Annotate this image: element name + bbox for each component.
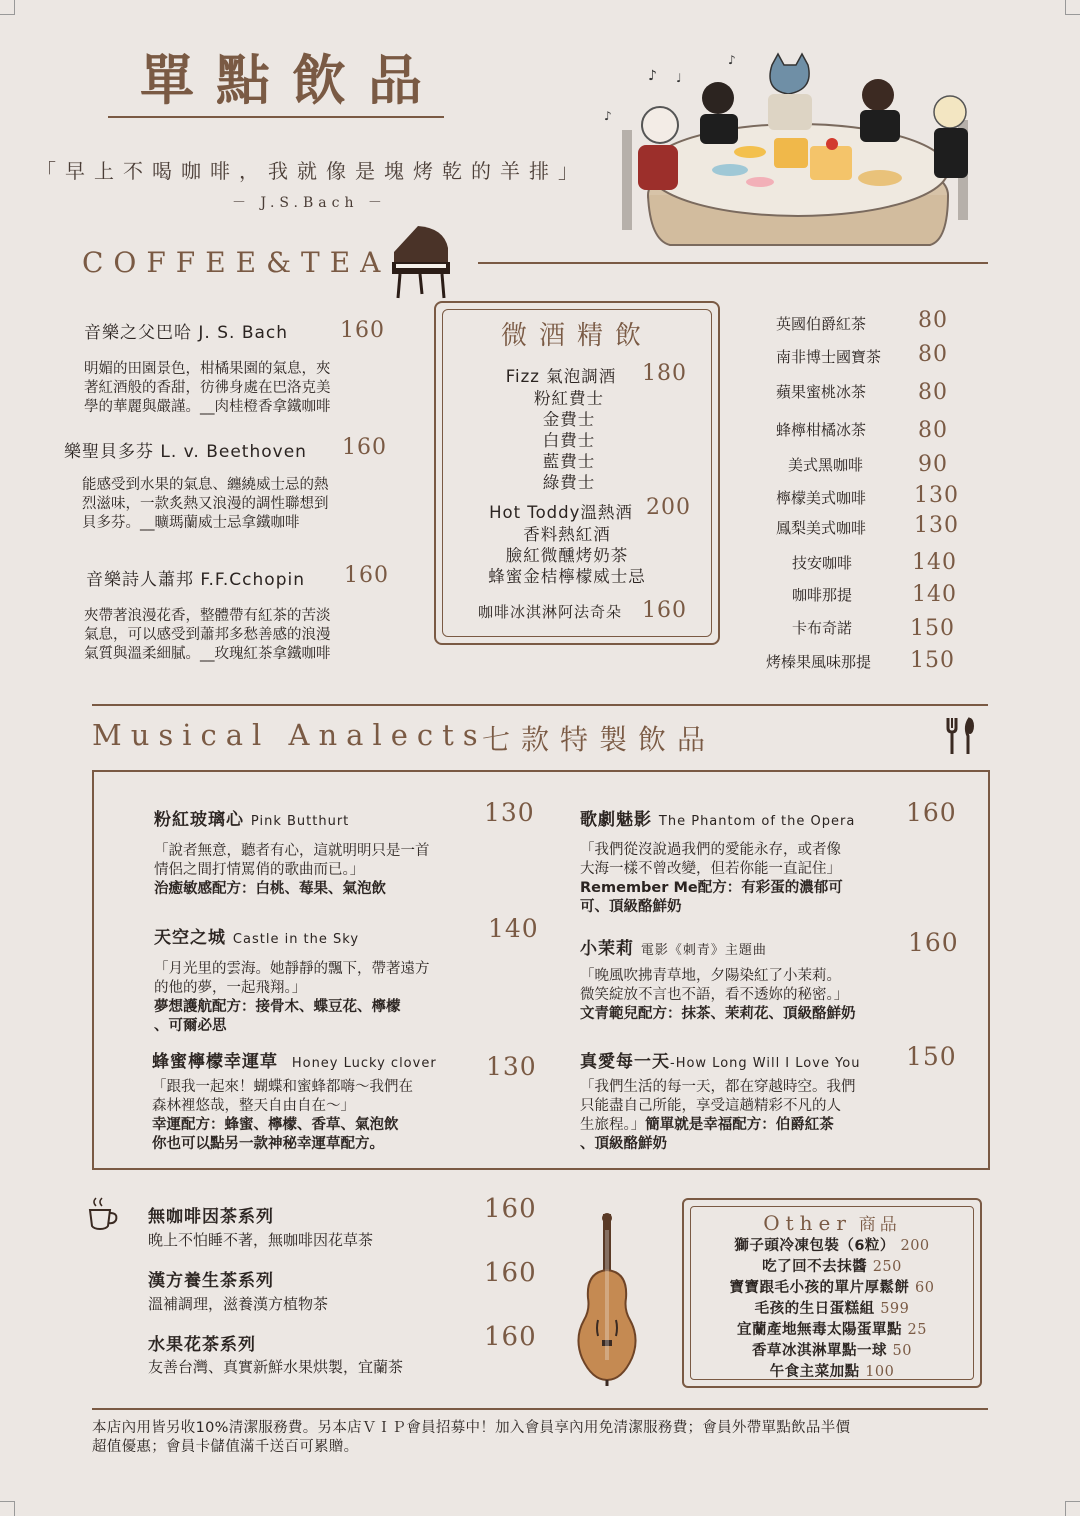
herbal-item-price: 160 [484, 1194, 537, 1224]
wine-item: 金費士 [542, 410, 596, 429]
wine-group-name: Fizz 氣泡調酒 [505, 367, 617, 386]
tea-item-price: 140 [912, 582, 957, 607]
special-item-price: 130 [484, 798, 535, 827]
special-item-price: 160 [906, 798, 957, 827]
wine-item: 藍費士 [542, 452, 596, 471]
musicians-illustration [600, 50, 990, 250]
tea-item-price: 140 [912, 550, 957, 575]
other-item: 獅子頭冷凍包裝（6粒） 200 [734, 1238, 930, 1254]
special-item-name: 蜂蜜檸檬幸運草 Honey Lucky clover [152, 1052, 437, 1072]
special-top-divider [92, 704, 988, 706]
special-item-desc: 「月光里的雲海。她靜靜的飄下，帶著遠方 的他的夢，一起飛翔。」 夢想護航配方：接骨木、蝶豆花、檸檬 、可爾必思 [154, 961, 430, 1034]
special-item-price: 140 [488, 914, 539, 943]
special-heading-zh: 七款特製飲品 [482, 723, 717, 756]
bach-quote: 「早上不喝咖啡，我就像是塊烤乾的羊排」 [36, 159, 587, 183]
herbal-item-desc: 晚上不怕睡不著，無咖啡因花草茶 [148, 1231, 374, 1249]
special-item-desc: 「我們生活的每一天，都在穿越時空。我們 只能盡自己所能，享受這趟精彩不凡的人 生旅程。」簡單就是幸福配方：伯爵紅茶 、頂級酪鮮奶 [580, 1079, 856, 1152]
herbal-item-name: 漢方養生茶系列 [148, 1271, 274, 1291]
crop-mark [0, 1501, 15, 1516]
wine-heading: 微酒精飲 [500, 321, 653, 351]
special-item-name: 真愛每一天-How Long Will I Love You [580, 1052, 861, 1072]
quote-author: － J.S.Bach － [232, 195, 387, 211]
wine-group-price: 180 [642, 361, 687, 386]
crop-mark [0, 0, 15, 15]
page-title: 單點飲品 [140, 49, 444, 112]
special-item-price: 160 [908, 928, 959, 957]
title-underline [108, 116, 444, 118]
tea-item-name: 美式黑咖啡 [788, 456, 864, 474]
wine-item: 臉紅微醺烤奶茶 [505, 546, 629, 565]
affogato-price: 160 [642, 598, 687, 623]
tea-item-price: 150 [910, 616, 955, 641]
herbal-item-desc: 友善台灣、真實新鮮水果烘製，宜蘭茶 [148, 1358, 404, 1376]
special-item-desc: 「說者無意，聽者有心，這就明明只是一首 情侶之間打情罵俏的歌曲而已。」 治癒敏感配方：白桃、莓果、氣泡飲 [154, 843, 430, 897]
wine-item: 綠費士 [542, 473, 596, 492]
wine-box [434, 301, 720, 645]
tea-item-name: 咖啡那提 [792, 586, 853, 604]
special-item-price: 130 [486, 1052, 537, 1081]
herbal-item-price: 160 [484, 1322, 537, 1352]
coffee-item-desc: 夾帶著浪漫花香，整體帶有紅茶的苦淡 氣息，可以感受到蕭邦多愁善感的浪漫 氣質與溫柔細膩。__玫瑰紅茶拿鐵咖啡 [84, 608, 331, 662]
crop-mark [1065, 0, 1080, 15]
special-item-name: 歌劇魅影 The Phantom of the Opera [580, 810, 856, 830]
coffee-item-name: 音樂詩人蕭邦 F.F.Cchopin [86, 570, 305, 590]
special-item-name: 小茉莉 電影《刺青》主題曲 [580, 939, 767, 959]
coffee-item-price: 160 [340, 318, 385, 343]
footer-note: 本店內用皆另收10%清潔服務費。另本店ＶＩＰ會員招募中！加入會員享內用免清潔服務費；會員外帶單點飲品半價 超值優惠；會員卡儲值滿千送百可累贈。 [92, 1420, 851, 1455]
tea-item-price: 130 [914, 483, 959, 508]
tea-item-name: 烤榛果風味那提 [766, 653, 872, 671]
tea-item-name: 英國伯爵紅茶 [776, 315, 867, 333]
tea-item-price: 80 [918, 418, 948, 443]
tea-item-name: 南非博士國寶茶 [776, 348, 882, 366]
double-bass-icon [572, 1210, 642, 1386]
svg-text:♪: ♪ [728, 53, 736, 67]
special-item-name: 天空之城 Castle in the Sky [154, 928, 360, 948]
coffee-item-desc: 明媚的田園景色，柑橘果園的氣息，夾 著紅酒般的香甜，彷彿身處在巴洛克美 學的華麗與嚴謹。__肉桂橙香拿鐵咖啡 [84, 361, 331, 415]
coffee-item-name: 樂聖貝多芬 L. v. Beethoven [64, 442, 307, 462]
tea-item-price: 130 [914, 513, 959, 538]
herbal-item-desc: 溫補調理，滋養漢方植物茶 [148, 1295, 329, 1313]
wine-item: 蜂蜜金桔檸檬威士忌 [488, 567, 646, 586]
fork-knife-icon [944, 716, 978, 756]
other-item: 吃了回不去抹醬 250 [762, 1259, 902, 1275]
wine-group-price: 200 [646, 495, 691, 520]
svg-text:♪: ♪ [648, 68, 657, 84]
coffee-item-price: 160 [344, 563, 389, 588]
special-item-desc: 「我們從沒說過我們的愛能永存，或者像 大海一樣不曾改變，但若你能一直記住」 Remember Me配方：有彩蛋的濃郁可 可、頂級酪鮮奶 [580, 842, 843, 915]
tea-item-name: 檸檬美式咖啡 [776, 489, 867, 507]
other-box [682, 1198, 982, 1388]
svg-text:♪: ♪ [604, 109, 612, 123]
coffee-item-name: 音樂之父巴哈 J. S. Bach [84, 323, 289, 343]
crop-mark [1065, 1501, 1080, 1516]
cup-icon [86, 1196, 120, 1232]
special-item-price: 150 [906, 1042, 957, 1071]
special-item-desc: 「晚風吹拂青草地，夕陽染紅了小茉莉。 微笑綻放不言也不語，看不透妳的秘密。」 文青範兒配方：抹茶、茉莉花、頂級酪鮮奶 [580, 968, 856, 1022]
tea-item-name: 技安咖啡 [792, 554, 853, 572]
herbal-item-price: 160 [484, 1258, 537, 1288]
tea-item-name: 蜂檸柑橘冰茶 [776, 421, 867, 439]
tea-item-price: 150 [910, 648, 955, 673]
other-item: 午食主菜加點 100 [769, 1364, 895, 1380]
coffee-tea-heading: COFFEE&TEA [82, 246, 391, 279]
tea-item-price: 80 [918, 342, 948, 367]
other-item: 香草冰淇淋單點一球 50 [751, 1343, 912, 1359]
special-item-desc: 「跟我一起來！蝴蝶和蜜蜂都嗨～我們在 森林裡悠哉，整天自由自在～」 幸運配方：蜂蜜、檸檬、香草、氣泡飲 你也可以點另一款神秘幸運草配方。 [152, 1079, 413, 1152]
other-heading: Other 商品 [763, 1211, 901, 1235]
coffee-item-price: 160 [342, 435, 387, 460]
tea-item-name: 鳳梨美式咖啡 [776, 519, 867, 537]
coffee-tea-divider [478, 262, 988, 264]
other-item: 寶寶跟毛小孩的單片厚鬆餅 60 [729, 1280, 935, 1296]
svg-text:♩: ♩ [676, 71, 682, 85]
wine-item: 香料熱紅酒 [523, 525, 611, 544]
special-item-name: 粉紅玻璃心 Pink Butthurt [154, 810, 350, 830]
other-item: 毛孩的生日蛋糕組 599 [754, 1301, 910, 1317]
wine-group-name: Hot Toddy溫熱酒 [489, 503, 633, 522]
tea-item-price: 90 [918, 452, 948, 477]
coffee-item-desc: 能感受到水果的氣息、纏繞威士忌的熱 烈滋味，一款炙熱又浪漫的調性聯想到 貝多芬。__曠瑪蘭威士忌拿鐵咖啡 [82, 477, 329, 531]
tea-item-name: 卡布奇諾 [792, 619, 853, 637]
special-heading-en: Musical Analects [92, 718, 487, 752]
footer-divider [92, 1408, 988, 1410]
tea-item-price: 80 [918, 308, 948, 333]
tea-item-name: 蘋果蜜桃冰茶 [776, 383, 867, 401]
tea-item-price: 80 [918, 380, 948, 405]
other-item: 宜蘭產地無毒太陽蛋單點 25 [736, 1322, 927, 1338]
herbal-item-name: 無咖啡因茶系列 [148, 1207, 274, 1227]
wine-item: 粉紅費士 [534, 389, 604, 408]
affogato-name: 咖啡冰淇淋阿法奇朵 [478, 603, 623, 621]
wine-item: 白費士 [542, 431, 596, 450]
herbal-item-name: 水果花茶系列 [148, 1335, 256, 1355]
piano-icon [388, 222, 454, 302]
